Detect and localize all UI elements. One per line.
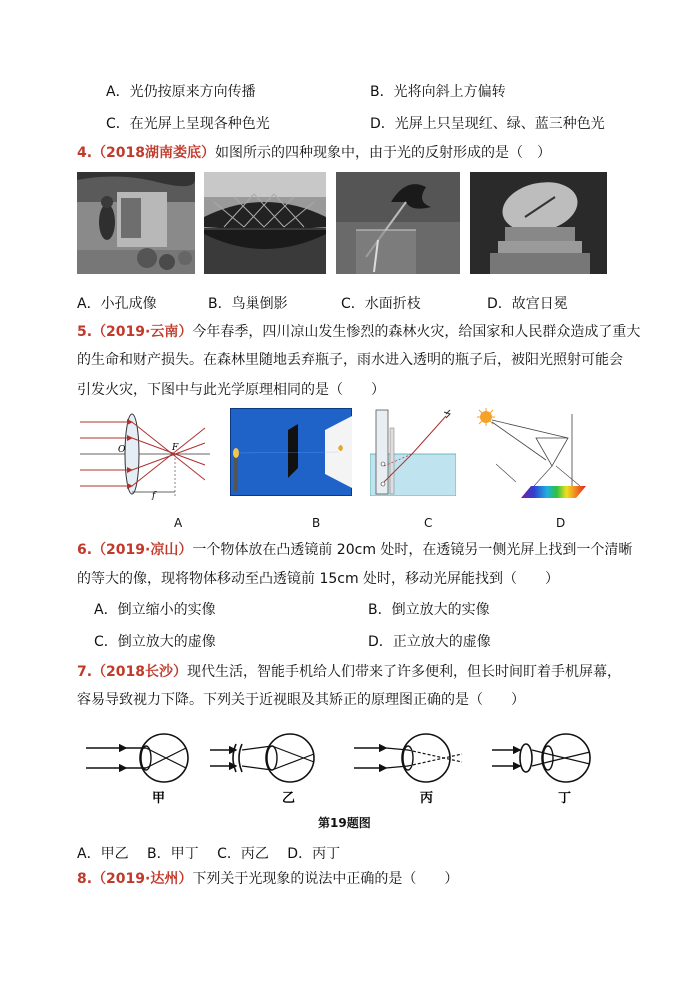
question-text: 下列关于光现象的说法中正确的是（ ）: [192, 871, 459, 887]
q5-figure-d-dispersion: [476, 408, 596, 500]
q4-option-a: A．小孔成像: [77, 296, 157, 312]
question-number: 7.: [77, 664, 93, 680]
q5-stem-line3: 引发火灾，下图中与此光学原理相同的是（ ）: [77, 382, 385, 398]
pinhole-image: [77, 172, 195, 274]
q3-option-d: D．光屏上只呈现红、绿、蓝三种色光: [370, 116, 605, 132]
dispersion-diagram: [476, 408, 596, 500]
q6-option-b: B．倒立放大的实像: [368, 602, 490, 618]
q6-option-d: D．正立放大的虚像: [368, 634, 491, 650]
q5-label-c: C: [424, 516, 433, 530]
question-number: 5.: [77, 324, 93, 340]
q4-photo-birdnest: [204, 172, 326, 274]
q5-stem-line2: 的生命和财产损失。在森林里随地丢弃瓶子，雨水进入透明的瓶子后，被阳光照射可能会: [77, 352, 623, 368]
question-number: 6.: [77, 542, 93, 558]
question-text: 现代生活，智能手机给人们带来了许多便利，但长时间盯着手机屏幕，: [187, 664, 622, 680]
q7-stem-line2: 容易导致视力下降。下列关于近视眼及其矫正的原理图正确的是（ ）: [77, 692, 525, 708]
eye-label-ding: 丁: [558, 791, 572, 806]
convex-lens-diagram: [80, 408, 210, 500]
eye-yi: [210, 734, 314, 782]
q6-stem-line2: 的等大的像，现将物体移动至凸透镜前 15cm 处时，移动光屏能找到（ ）: [77, 571, 560, 587]
question-text: 一个物体放在凸透镜前 20cm 处时，在透镜另一侧光屏上找到一个清晰: [192, 542, 633, 558]
question-text: 今年春季，四川凉山发生惨烈的森林火灾，给国家和人民群众造成了重大: [192, 324, 641, 340]
question-source: （2019·达州）: [92, 871, 193, 887]
q5-figure-b-pinhole: [230, 408, 352, 496]
q4-option-d: D．故宫日冕: [487, 296, 568, 312]
refraction-diagram: [370, 408, 456, 496]
focal-point-label: F: [172, 443, 179, 453]
q7-stem-line1: [77, 662, 621, 682]
q4-option-c: C．水面折枝: [341, 296, 421, 312]
q7-eye-diagrams: [86, 728, 606, 808]
q7-figure-caption: 第19题图: [318, 816, 371, 830]
q5-label-d: D: [556, 516, 566, 530]
question-text: 如图所示的四种现象中，由于光的反射形成的是（ ）: [215, 145, 552, 161]
focal-length-label: f: [152, 491, 156, 500]
q3-option-a: A．光仍按原来方向传播: [106, 84, 256, 100]
q4-stem: [77, 143, 551, 163]
question-number: 4.: [77, 145, 93, 161]
question-source: （2018长沙）: [92, 664, 188, 680]
q4-photo-sundial: [470, 172, 607, 274]
eye-jia: [86, 734, 188, 782]
q6-option-c: C．倒立放大的虚像: [94, 634, 216, 650]
question-source: （2018湖南娄底）: [92, 145, 216, 161]
eye-label-yi: 乙: [282, 791, 296, 806]
q7-options: A．甲乙 B．甲丁 C．丙乙 D．丙丁: [77, 846, 341, 862]
birdnest-image: [204, 172, 326, 274]
eye-bing: [354, 734, 462, 782]
sundial-image: [470, 172, 607, 274]
q5-stem-line1: [77, 322, 640, 342]
q4-option-b: B．鸟巢倒影: [208, 296, 288, 312]
eye-diagrams-svg: [86, 728, 606, 808]
q3-option-b: B．光将向斜上方偏转: [370, 84, 506, 100]
eye-label-jia: 甲: [152, 791, 166, 806]
pinhole-diagram: [230, 408, 352, 496]
q6-option-a: A．倒立缩小的实像: [94, 602, 216, 618]
q5-label-b: B: [312, 516, 321, 530]
q3-option-c: C．在光屏上呈现各种色光: [106, 116, 270, 132]
question-source: （2019·凉山）: [92, 542, 193, 558]
q8-stem: [77, 869, 458, 889]
q5-label-a: A: [174, 516, 183, 530]
lens-center-label: O: [118, 445, 126, 455]
question-source: （2019·云南）: [92, 324, 193, 340]
question-number: 8.: [77, 871, 93, 887]
bent-stick-image: [336, 172, 460, 274]
eye-ding: [492, 734, 590, 782]
q4-photo-bent-stick: [336, 172, 460, 274]
q4-photo-pinhole: [77, 172, 195, 274]
q6-stem-line1: [77, 540, 632, 560]
eye-label-bing: 丙: [420, 791, 434, 806]
q5-figure-a-convex-lens: [80, 408, 210, 500]
q5-figure-c-refraction: [370, 408, 456, 496]
